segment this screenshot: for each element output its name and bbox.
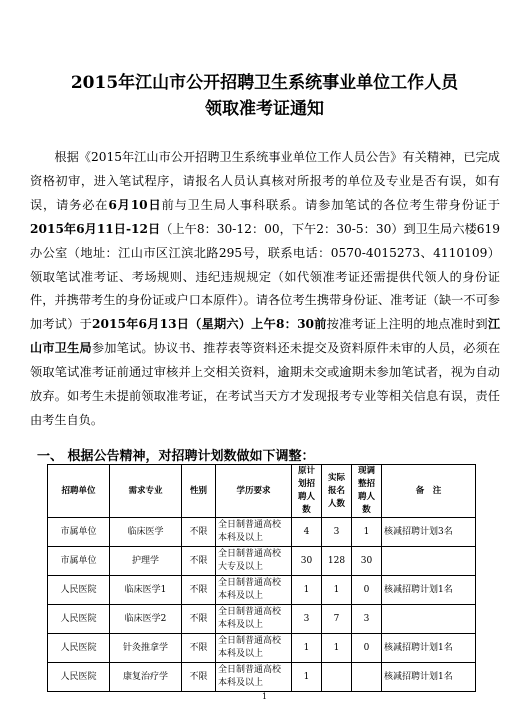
cell-education: 全日制普通高校本科及以上 <box>216 576 292 605</box>
cell-education: 全日制普通高校大专及以上 <box>216 547 292 576</box>
cell-gender: 不限 <box>182 518 216 547</box>
cell-original-plan: 4 <box>292 518 322 547</box>
table-header-row <box>48 465 476 518</box>
cell-adjusted-plan: 0 <box>352 634 382 663</box>
header-adjusted-plan: 现调整招聘人数 <box>352 465 382 518</box>
header-remarks: 备 注 <box>382 465 476 518</box>
table-row <box>48 663 476 692</box>
para-text-3: （上午8：30-12：00，下午2：30-5：30）到卫生局六楼619办公室（地址：江山市区江滨北路295号，联系电话：0570-4015273、4110109）领取笔试准考证、考场规则、违纪违规规定（如代领准考证还需提供代领人的身份证件，并携带考生的身份证或户口本原件）。请各位考生携带身份证、准考证（缺一不可参加考试）于 <box>30 221 500 332</box>
page-number: 1 <box>261 692 268 701</box>
cell-adjusted-plan: 0 <box>352 576 382 605</box>
cell-gender: 不限 <box>182 547 216 576</box>
header-original-plan: 原计划招聘人数 <box>292 465 322 518</box>
cell-applicants: 128 <box>322 547 352 576</box>
cell-applicants <box>322 663 352 692</box>
section-heading: 一、 根据公告精神，对招聘计划数做如下调整： <box>37 449 315 464</box>
cell-major: 临床医学1 <box>110 576 182 605</box>
cell-education: 全日制普通高校本科及以上 <box>216 663 292 692</box>
cell-gender: 不限 <box>182 576 216 605</box>
notice-paragraph <box>30 146 500 433</box>
collection-dates: 2015年6月11日-12日 <box>30 221 161 236</box>
para-text-1: 根据《2015年江山市公开招聘卫生系统事业单位工作人员公告》有关精神，已完成资格初审，进入笔试程序，请报名人员认真核对所报考的单位及专业是否有误，如有误，请务必在 <box>30 150 500 212</box>
cell-original-plan: 1 <box>292 576 322 605</box>
cell-applicants: 1 <box>322 576 352 605</box>
cell-major: 康复治疗学 <box>110 663 182 692</box>
cell-remarks: 核减招聘计划1名 <box>382 663 476 692</box>
cell-original-plan: 1 <box>292 663 322 692</box>
cell-unit: 人民医院 <box>48 605 110 634</box>
cell-major: 临床医学 <box>110 518 182 547</box>
header-applicants: 实际报名人数 <box>322 465 352 518</box>
cell-unit: 人民医院 <box>48 576 110 605</box>
cell-major: 护理学 <box>110 547 182 576</box>
para-text-4: 按准考证上注明的地点准时到 <box>326 317 488 332</box>
header-unit: 招聘单位 <box>48 465 110 518</box>
cell-adjusted-plan: 30 <box>352 547 382 576</box>
cell-remarks: 核减招聘计划1名 <box>382 634 476 663</box>
header-education: 学历要求 <box>216 465 292 518</box>
cell-adjusted-plan: 3 <box>352 605 382 634</box>
cell-original-plan: 3 <box>292 605 322 634</box>
cell-gender: 不限 <box>182 634 216 663</box>
para-text-2: 前与卫生局人事科联系。请参加笔试的各位考生带身份证于 <box>161 197 501 212</box>
cell-original-plan: 1 <box>292 634 322 663</box>
cell-unit: 市属单位 <box>48 518 110 547</box>
cell-applicants: 3 <box>322 518 352 547</box>
cell-remarks: 核减招聘计划3名 <box>382 518 476 547</box>
cell-gender: 不限 <box>182 663 216 692</box>
cell-education: 全日制普通高校本科及以上 <box>216 605 292 634</box>
cell-major: 临床医学2 <box>110 605 182 634</box>
document-title: 2015年江山市公开招聘卫生系统事业单位工作人员 <box>70 73 459 93</box>
adjustment-table <box>47 464 476 692</box>
header-gender: 性别 <box>182 465 216 518</box>
cell-applicants: 7 <box>322 605 352 634</box>
document-subtitle: 领取准考证通知 <box>205 99 324 119</box>
cell-applicants: 1 <box>322 634 352 663</box>
exam-time: 2015年6月13日（星期六）上午8：30前 <box>92 317 327 332</box>
header-major: 需求专业 <box>110 465 182 518</box>
para-text-5: 参加笔试。协议书、推荐表等资料还未提交及资料原件未审的人员，必须在领取笔试准考证前通过审核并上交相关资料，逾期未交或逾期未参加笔试者，视为自动放弃。如考生未提前领取准考证，在考试当天方才发现报考专业等相关信息有误，责任由考生自负。 <box>30 341 501 427</box>
cell-adjusted-plan <box>352 663 382 692</box>
cell-unit: 人民医院 <box>48 634 110 663</box>
cell-remarks: 核减招聘计划1名 <box>382 576 476 605</box>
cell-remarks <box>382 605 476 634</box>
table-row <box>48 576 476 605</box>
cell-gender: 不限 <box>182 605 216 634</box>
table-row <box>48 547 476 576</box>
table-row <box>48 605 476 634</box>
cell-major: 针灸推拿学 <box>110 634 182 663</box>
cell-unit: 市属单位 <box>48 547 110 576</box>
table-row <box>48 518 476 547</box>
cell-original-plan: 30 <box>292 547 322 576</box>
cell-education: 全日制普通高校本科及以上 <box>216 518 292 547</box>
exam-location: 江山市卫生局 <box>30 317 501 356</box>
deadline-date: 6月10日 <box>108 197 162 212</box>
cell-unit: 人民医院 <box>48 663 110 692</box>
table-row <box>48 634 476 663</box>
cell-remarks <box>382 547 476 576</box>
cell-education: 全日制普通高校本科及以上 <box>216 634 292 663</box>
cell-adjusted-plan: 1 <box>352 518 382 547</box>
